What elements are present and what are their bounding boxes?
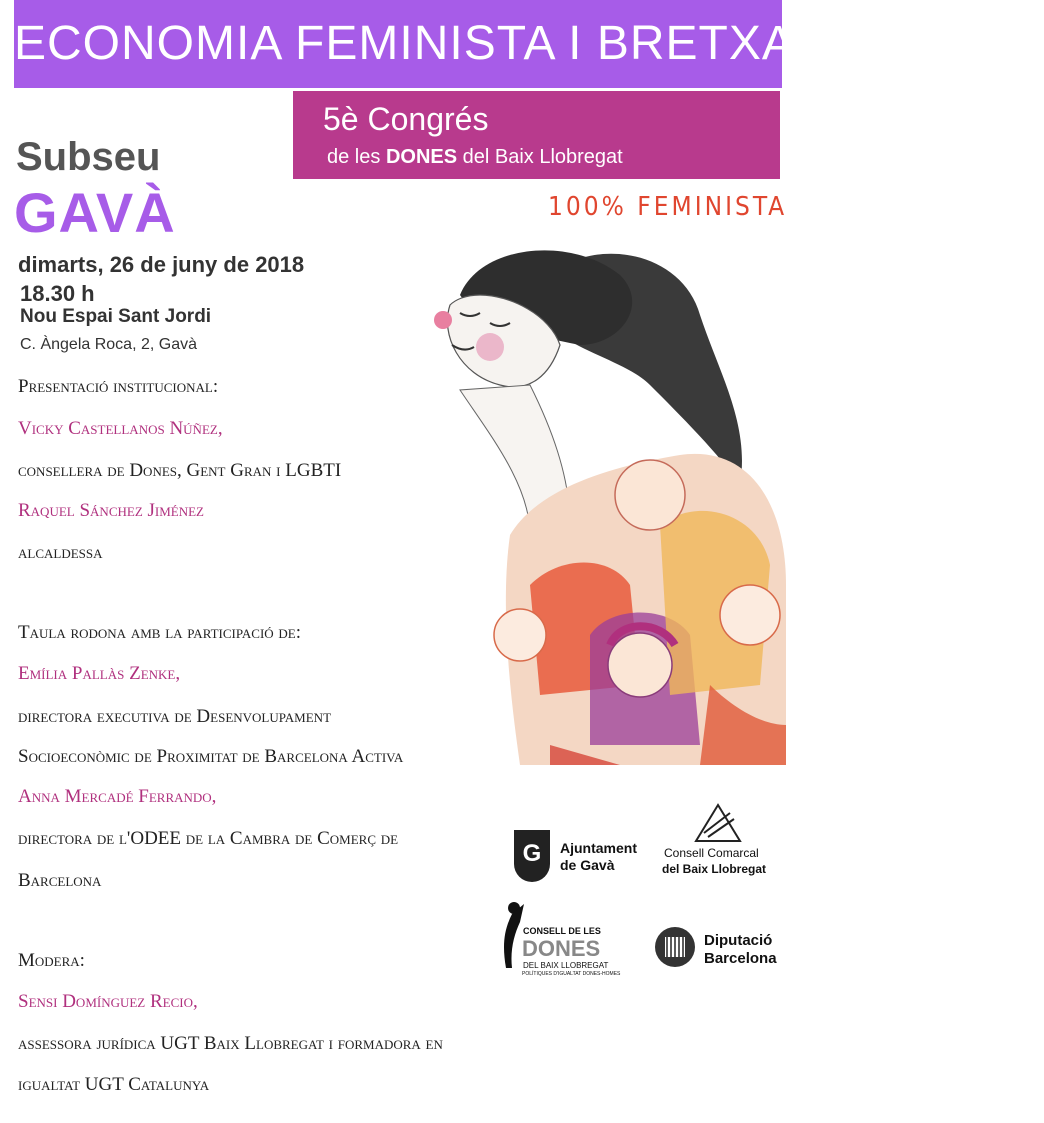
congres-title: 5è Congrés: [323, 101, 489, 137]
program-line: directora de l'ODEE de la Cambra de Comerç de: [18, 828, 399, 849]
ajuntament-line1: Ajuntament: [560, 840, 637, 856]
consell-line1: Consell Comarcal: [664, 846, 759, 860]
program-line: alcaldessa: [18, 542, 103, 563]
ajuntament-line2: de Gavà: [560, 857, 615, 873]
city-name: GAVÀ: [14, 181, 176, 244]
consell-comarcal-logo-icon: [694, 803, 742, 843]
program-line: Raquel Sánchez Jiménez: [18, 500, 204, 521]
event-address: C. Àngela Roca, 2, Gavà: [20, 336, 197, 353]
program-line: Vicky Castellanos Núñez,: [18, 418, 223, 439]
program-line: Emília Pallàs Zenke,: [18, 663, 181, 684]
women-illustration: [420, 225, 786, 765]
program-line: Anna Mercadé Ferrando,: [18, 786, 217, 807]
program-line: Sensi Domínguez Recio,: [18, 991, 198, 1012]
title-banner: [14, 0, 1044, 88]
tagline: 100% FEMINISTA: [548, 192, 788, 222]
subseu-label: Subseu: [16, 135, 161, 179]
dones-line3: DEL BAIX LLOBREGAT: [523, 961, 609, 970]
program-line: Presentació institucional:: [18, 376, 219, 397]
diputacio-line2: Barcelona: [704, 950, 777, 967]
dones-line1: CONSELL DE LES: [523, 926, 601, 936]
program-line: assessora jurídica UGT Baix Llobregat i formadora en: [18, 1033, 443, 1054]
diputacio-line1: Diputació: [704, 932, 773, 949]
program-line: Taula rodona amb la participació de:: [18, 622, 302, 643]
program-line: Barcelona: [18, 870, 102, 891]
dones-line4: POLÍTIQUES D'IGUALTAT DONES-HOMES: [522, 971, 621, 977]
congres-box: [293, 91, 780, 179]
gava-shield-icon: G: [514, 830, 550, 882]
diputacio-seal-icon: [654, 926, 696, 968]
event-date: dimarts, 26 de juny de 2018: [18, 252, 305, 277]
program-line: directora executiva de Desenvolupament: [18, 706, 332, 727]
congres-subtitle: de les DONES del Baix Llobregat: [327, 146, 623, 168]
dones-line2: DONES: [522, 936, 601, 961]
program-line: consellera de Dones, Gent Gran i LGBTI: [18, 460, 342, 481]
poster-title: ECONOMIA FEMINISTA I BRETXA SALARIAL: [14, 17, 1044, 70]
program-line: Modera:: [18, 950, 85, 971]
event-hour: 18.30 h: [20, 281, 95, 306]
program-line: Socioeconòmic de Proximitat de Barcelona Activa: [18, 746, 404, 767]
program-line: igualtat UGT Catalunya: [18, 1074, 210, 1095]
consell-line2: del Baix Llobregat: [662, 862, 767, 876]
event-venue: Nou Espai Sant Jordi: [20, 306, 212, 327]
